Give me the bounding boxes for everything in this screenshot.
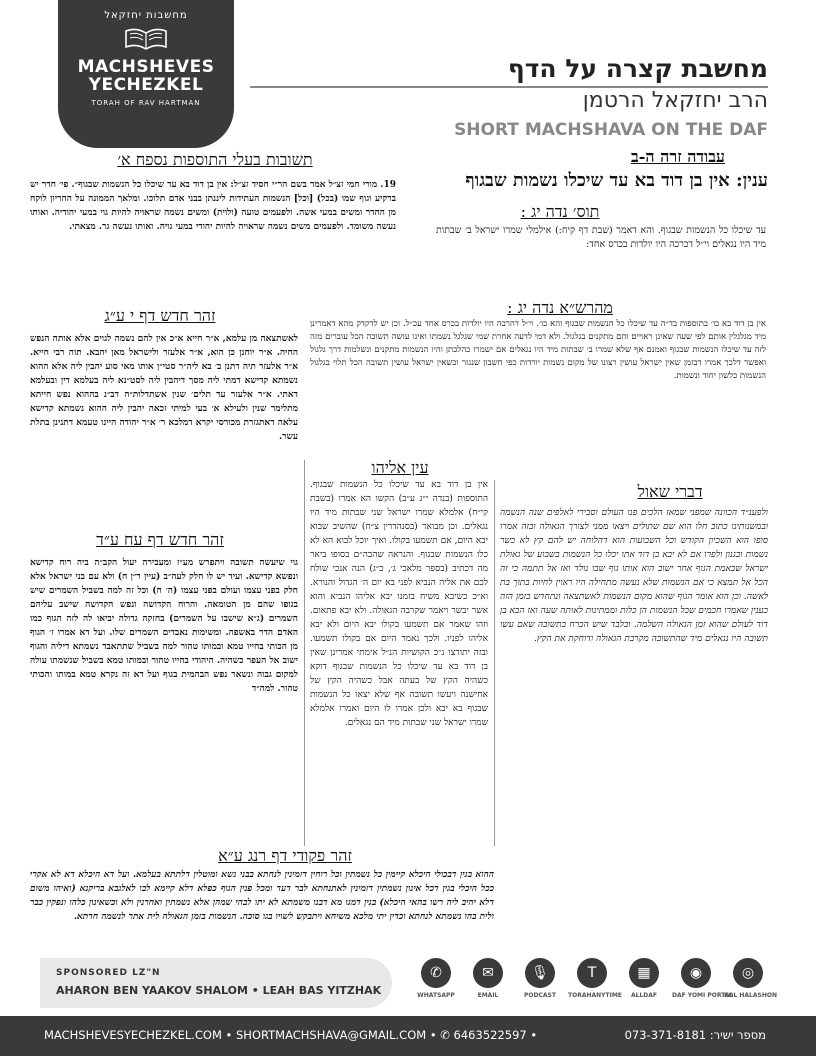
share-icons <box>412 958 777 1008</box>
kol-halashon-icon[interactable]: ◎ KOL HALASHON <box>724 958 772 1008</box>
section-title-zohar-chadash-ayin: זהר חדש דף עח ע״ד <box>96 530 224 549</box>
whatsapp-icon[interactable]: ✆ WHATSAPP <box>412 958 460 1008</box>
section-text-zohar-chadash-yud: לאשתצאה מן עלמא, א״ר חייא א״כ אין להם נשמה לגוים אלא אותה הנפש החיה. א״ר יוחנן כן הוא, א״ר אלעזר ולישראל מאן יהבא. תוה רבי חייא. א״ר אלעזר תיה דתנן ב׳ בא ליה״ר סטי״ן אותו מאי סוע יהבין ליה אלא ההוא נשמתא קדישא דמתי ליה מסך דיהבין ליה לסט״נא ליה בעלמא דין ובעלמא דאתי. א״ר אלעזר עד תלים׳ שנין אשתדלות״ה דב״נ בההוא נפש חייתא מתלימר שנין ולעילא א׳ בעי למיתי זכאה יהבין ליה ההוא נשמתא קדישא עלאה דאתגזרת מכורסי יקרא דמלכא ר׳ א״ר יהודה היינו טעמא דתנינן בתלת עשר. <box>30 334 298 442</box>
section-text-tosafos-nidda: עד שיכלו כל הנשמות שבגוף. והא דאמר (שבת דף קיח:) אילמלי שמרו ישראל ב׳ שבתות מיד היו נגאלים וי״ל דכרכה היו יולדות בכרס אחד: <box>436 225 766 250</box>
topic-heading: ענין: אין בן דוד בא עד שיכלו נשמות שבגוף <box>465 170 768 191</box>
section-title-zohar-pekudei: זהר פקודי דף רנג ע״א <box>218 846 352 865</box>
section-text-eliyahu: אין בן דוד בא עד שיכלו כל הנשמות שבגוף. התוספות (בנדה י״ג ע״ב) הקשו הא אמרו (בשבת קי״ח) אלמלא שמרו ישראל שני שבתות מיד היו נגאלים. וכן מבואר (בסנהדרין צ״ח) שהשיב שבוא יבא היום, אם תשמעו בקולו. ואיך יוכל לבוא הא לא כלו הנשמות שבגוף. והנראה שהבה״ם בסופו ביאר מה דכתיב (בספר מלאכי ג׳, כ״ג) הנה אנכי שולח לכם את אליה הנביא לפני בא יום ה׳ הגדול והנורא. וא״כ כשיבא משיח בזמנו יבא אליהו הנביא והוא אשר יבשר ויאמר שקרבה הגאולה. ולא יבא פתאום. וזהו שאמר אם תשמעו בקולו יבא היום ולא יבא אליהו לפניו. ולכך נאמר היום אם בקולו תשמעו. ובזה יתורצו נ״כ הקושיות הנ״ל אימתי אמרינן שאין בן דוד בא עד שיכלו כל הנשמות שבגוף דוקא כשהיה הקץ של בעתה אבל כשהיה הקץ של אחישנה ויעשו תשובה אף שלא יצאו כל הנשמות שבגוף בא יבא ולכן אמרו לו היום ואמרו אלמלא שמרו ישראל שני שבתות מיד הם נגאלים. <box>310 480 488 728</box>
tractate-reference: עבודה זרה ה-ב <box>631 147 725 166</box>
logo-tagline: TORAH OF RAV HARTMAN <box>91 99 201 107</box>
sponsor-box <box>40 958 392 1008</box>
torahanytime-icon[interactable]: T TORAHANYTIME <box>568 958 616 1008</box>
author-name: הרב יחזקאל הרטמן <box>582 88 768 113</box>
contact-bar <box>0 1016 816 1056</box>
section-title-tosafos-nidda: תוס׳ נדה יג : <box>520 202 600 221</box>
direct-phone[interactable]: מספר ישיר: 073-371-8181 <box>624 1028 766 1042</box>
section-title-eliyahu: עין אליהו <box>371 458 429 477</box>
logo-line1: MACHSHEVES <box>77 57 215 77</box>
logo <box>58 0 234 148</box>
contact-info[interactable]: MACHSHEVESYECHEZKEL.COM • SHORTMACHSHAVA@GMAIL.COM • ✆ 6463522597 • <box>44 1028 538 1042</box>
section-title-divrei-shaul: דברי שאול <box>637 482 703 501</box>
logo-line2: YECHEZKEL <box>88 75 204 95</box>
section-text-zohar-chadash-ayin: גוי שיעשה תשובה ויתפרש מע״ז ומעבירה יעול הקב״ה ביה רוח קדישא ונפשא קדישא. ועיד יש לו חלק לעה״ב (עיין ר״ן ח) ולא עם בני ישראל אלא חלק בפני עצמו ועולם בפני עצמו (ה׳ ח) וכל זה למה בשביל השמרים שיש בגופו שהם מן הטומאה. והרוח הקדושה ונפש הקדושה שישב עליהם השמרים (ג״א שישבו על השמרים) בחזקה גדולה יביאו לה לזה הגוף כמו האדם הדר באשפה. ומשימות נאבדים השמרים שלו. ועל דא אמרו ז׳ הגוף מן הכותי בחייו טמא ובמותו טהור למה בשביל שתתאבד נשמתא דיליה והגוף ישוב אל העפר כשהיה. היהודי בחייו טהור ובמותו טמא בשביל שנשמתו עולה למקום גבוה ונשאר נפש הבהמית בגוף ועל דא זה נקרא טמא במותו והכותי טהור. למה״ד <box>30 558 298 694</box>
section-text-maharsha: אין בן דוד בא כו׳ בתוספות בד״ה עד שיכלו כל הנשמות שבגוף והא כו׳. וי״ל דהרבה היו יולדות בכרס אחד עכ״ל. וכן יש לדקדק מהא דאמרינן מיד מגלגלין אותם לפי שעה שאינן ראויים והם מתקנים בגלגול. ולא דמי לדעה אחרת שמי שגלגל נשמתו ואינו עושה תשובה הכל עוברים מזה לזה עד שיכלו הנשמות שבגוף ואמנם אף שלא שמרו ב׳ שבתות מיד היו נגאלים אם ישמרו כהלכתן והיו הנשמות מתקנים ונשלמות דרך גלגול ואפשר דלכך אמרו דבזמן שאין ישראל עושין רצונו של מקום נשמות יורדות כפי חשבון שנגזר וכשאין ישראל עושין תשובה הכל תלוי בגלגול הנשמות כלשון יחוד ונשמות. <box>310 319 766 381</box>
section-title-maharsha: מהרש״א נדה יג : <box>507 298 613 317</box>
sponsor-label: SPONSORED LZ"N <box>56 968 161 978</box>
english-title: SHORT MACHSHAVA ON THE DAF <box>454 120 768 140</box>
book-icon <box>124 25 168 51</box>
page-title: מחשבת קצרה על הדף <box>507 54 768 83</box>
section-text-divrei-shaul: ולפענ״ד הכוונה שמפני שמאז הלכים פנו העולם וסבירי לאלפים שנה הנשמה ובמשנותינו כתוב חלו הוא שם שתולים ויצאו ממני לצורך הגאולה ובזה אמרו סופו הוא השכיון הקודש וכל השבועות הוא דהלוחה יש להם קץ לא כשר נשמות ובגנון ולפרו אם לא יבא בן דוד אתו יכלו כל הנשמות בשבוע של גאולת ישראל שבאמת הגוף אחר ישוב הוא אותו גוף שבו נולד ואז אל תתמה כי זה הכל אל תמצא כי אם הנשמות שלא נעשה מתחילה היו ראוין לחיות בתוך בת לאשה. וכן הוא אומר הגוף שהוא מקום הנשמות לאשתצאה ונתחדש בזמן הזה כענין שאמרו חכמים שכל הנשמות הן כלות וממתינות לאותה שעה ואז הבא בן דוד לעולם שהוא זמן הגאולה השלמה. ובלבד שיש הכרח בתשובה שאם עשו תשובה היו נגאלים מיד שהתשובה מקרבת הגאולה ודוחקת את הקץ. <box>500 508 768 644</box>
email-icon[interactable]: ✉ EMAIL <box>464 958 512 1008</box>
column-divider <box>494 480 495 846</box>
logo-hebrew: מחשבות יחזקאל <box>104 10 188 21</box>
section-title-zohar-chadash-yud: זהר חדש דף י ע״ג <box>104 306 216 325</box>
daf-yomi-portal-icon[interactable]: ◉ DAF YOMI PORTAL <box>672 958 720 1008</box>
section-text-tosafos-baalei: 19. מורי חמי זצ״ל אמר בשם הר״י חסיד זצ״ל: אין בן דוד בא עד שיכלו כל הנשמות שבגוף״. פי׳ חדר יש ברקיע וגוף שמו (בכל) [וכל] הנשמות העתידות ליננתן בבני אדם תלוכו. ומלאך הממונה על ההריון לוקח מן החדר ומשים במעי אשה. ולפעמים טועה (ולוית) ומשים נשמה שראויה להיות גוי במעי יהודיה. ואותו נעשה משומד. ולפעמים משים נשמה שראויה להיות יהודי במעי גויה. ואותו נעשה גר. מצאתי. <box>30 180 396 232</box>
sponsor-names: AHARON BEN YAAKOV SHALOM • LEAH BAS YITZHAK <box>56 984 382 997</box>
column-divider <box>304 460 305 846</box>
section-title-tosafos-baalei: תשובות בעלי התוספות נספח א׳ <box>117 150 313 169</box>
section-text-zohar-pekudei: ההוא בגין דבכולי היכלא קיימין כל נשמתין וכל רוחין דזמינין לנחתא בבני נשא ומוטלין דלתתא בעלמא. ועל דא היכלא דא לא אקרי ככל היכלי בגין דכל אינון נשמתין דזמינין לאתנחתא לבר דעד ומכל פנין הגוף כפלא דלא קיימא לבו לאלגבא בריקנא (ואיהו משום דלא יהיב ליה רשו בהאי היכלא) בגין דמגו מא דבנו משמתא לא יתו לבהי שמהן אלא נשמתין ואחרנין ולא וכשאינון כלהו ונפקין כבר ולית בהו נשמתא לנחתא וכדין יתי מלכא משיחא ויתבקש לשויו בגו סוכה. הנשמות בזמן הגאולה לית אתר לנשמה חדתא. <box>30 870 494 922</box>
alldaf-icon[interactable]: ▦ ALLDAF <box>620 958 668 1008</box>
podcast-icon[interactable]: 🎙 PODCAST <box>516 958 564 1008</box>
